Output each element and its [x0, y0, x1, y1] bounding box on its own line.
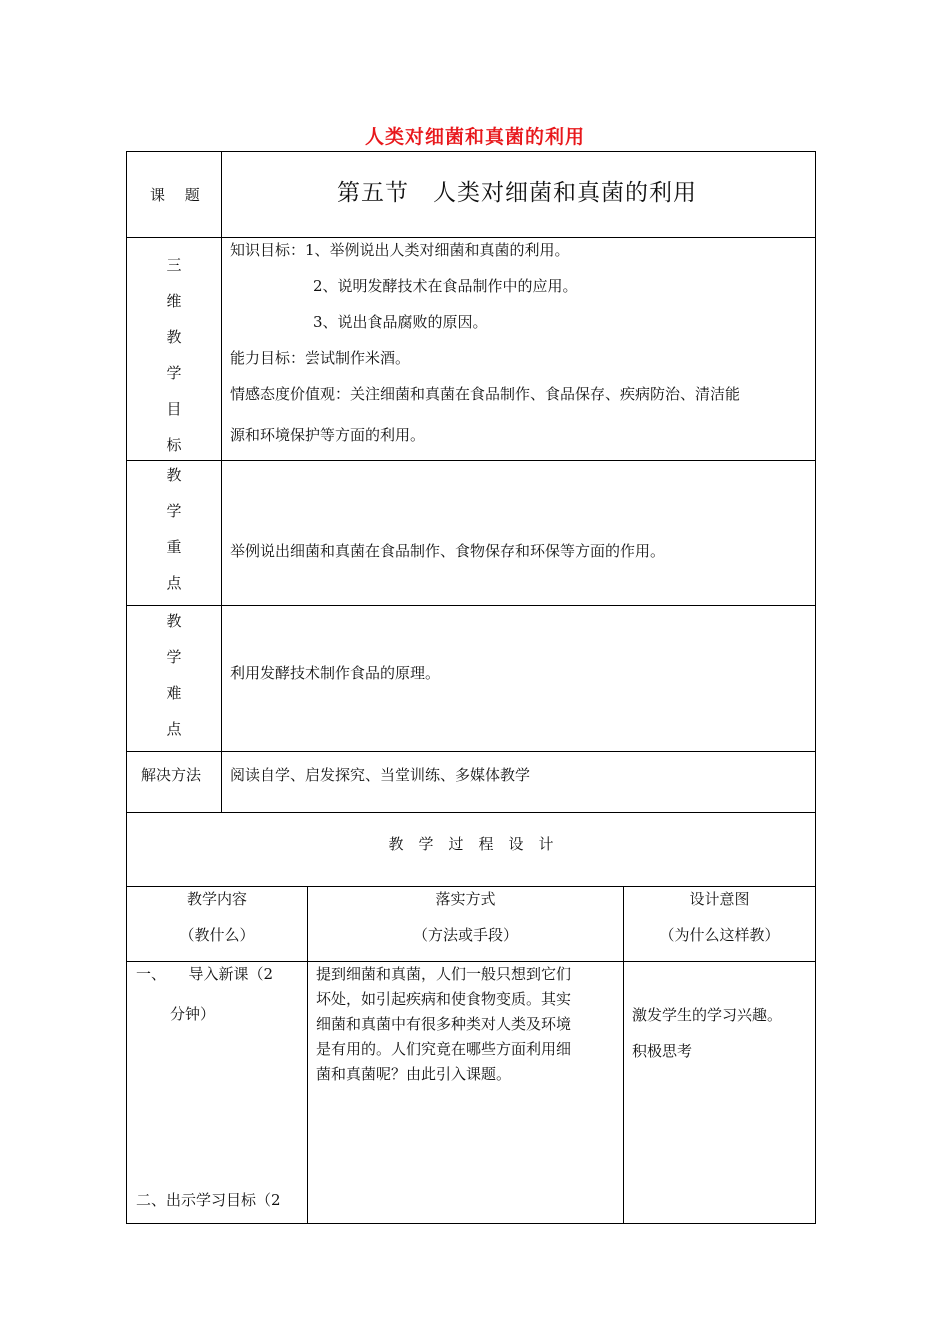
difficulties-label: 教 学 难 点: [166, 612, 182, 738]
intent-line-2: 积极思考: [632, 1042, 693, 1060]
difficulties-value: 利用发酵技术制作食品的原理。: [230, 664, 441, 682]
objective-knowledge: 知识目标：1、举例说出人类对细菌和真菌的利用。: [230, 241, 570, 259]
column-header-intent: 设计意图: [689, 890, 750, 908]
column-subheader-intent: （为什么这样教）: [659, 926, 780, 944]
column-subheader-content: （教什么）: [179, 926, 255, 944]
objectives-label: 三 维 教 学 目 标: [166, 256, 182, 454]
intent-line-1: 激发学生的学习兴趣。: [632, 1006, 783, 1024]
objective-attitude-cont: 源和环境保护等方面的利用。: [230, 426, 426, 444]
content-item-intro-cont: 分钟）: [170, 1005, 216, 1023]
content-item-goals: 二、出示学习目标（2: [136, 1191, 281, 1209]
methods-value: 阅读自学、启发探究、当堂训练、多媒体教学: [230, 766, 531, 784]
key-points-label: 教 学 重 点: [166, 466, 182, 592]
content-item-intro: 一、 导入新课（2: [136, 965, 274, 983]
objective-attitude: 情感态度价值观：关注细菌和真菌在食品制作、食品保存、疾病防治、清洁能: [230, 385, 741, 403]
methods-label: 解决方法: [141, 766, 202, 784]
column-header-content: 教学内容: [186, 890, 247, 908]
objective-knowledge-2: 2、说明发酵技术在食品制作中的应用。: [313, 277, 578, 295]
objective-ability: 能力目标：尝试制作米酒。: [230, 349, 411, 367]
column-header-method: 落实方式: [435, 890, 496, 908]
topic-label: 课 题: [150, 186, 200, 204]
key-points-value: 举例说出细菌和真菌在食品制作、食物保存和环保等方面的作用。: [230, 542, 666, 560]
topic-value: 第五节 人类对细菌和真菌的利用: [337, 180, 697, 206]
document-title: 人类对细菌和真菌的利用: [364, 126, 585, 148]
process-heading: 教 学 过 程 设 计: [388, 835, 554, 853]
objective-knowledge-3: 3、说出食品腐败的原因。: [313, 313, 488, 331]
method-text: 提到细菌和真菌，人们一般只想到它们 坏处，如引起疾病和使食物变质。其实 细菌和真菌中有很多种类对人类及环境 是有用的。人们究竟在哪些方面利用细 菌和真菌呢？由此引入课题。: [316, 965, 572, 1083]
column-subheader-method: （方法或手段）: [412, 926, 518, 944]
